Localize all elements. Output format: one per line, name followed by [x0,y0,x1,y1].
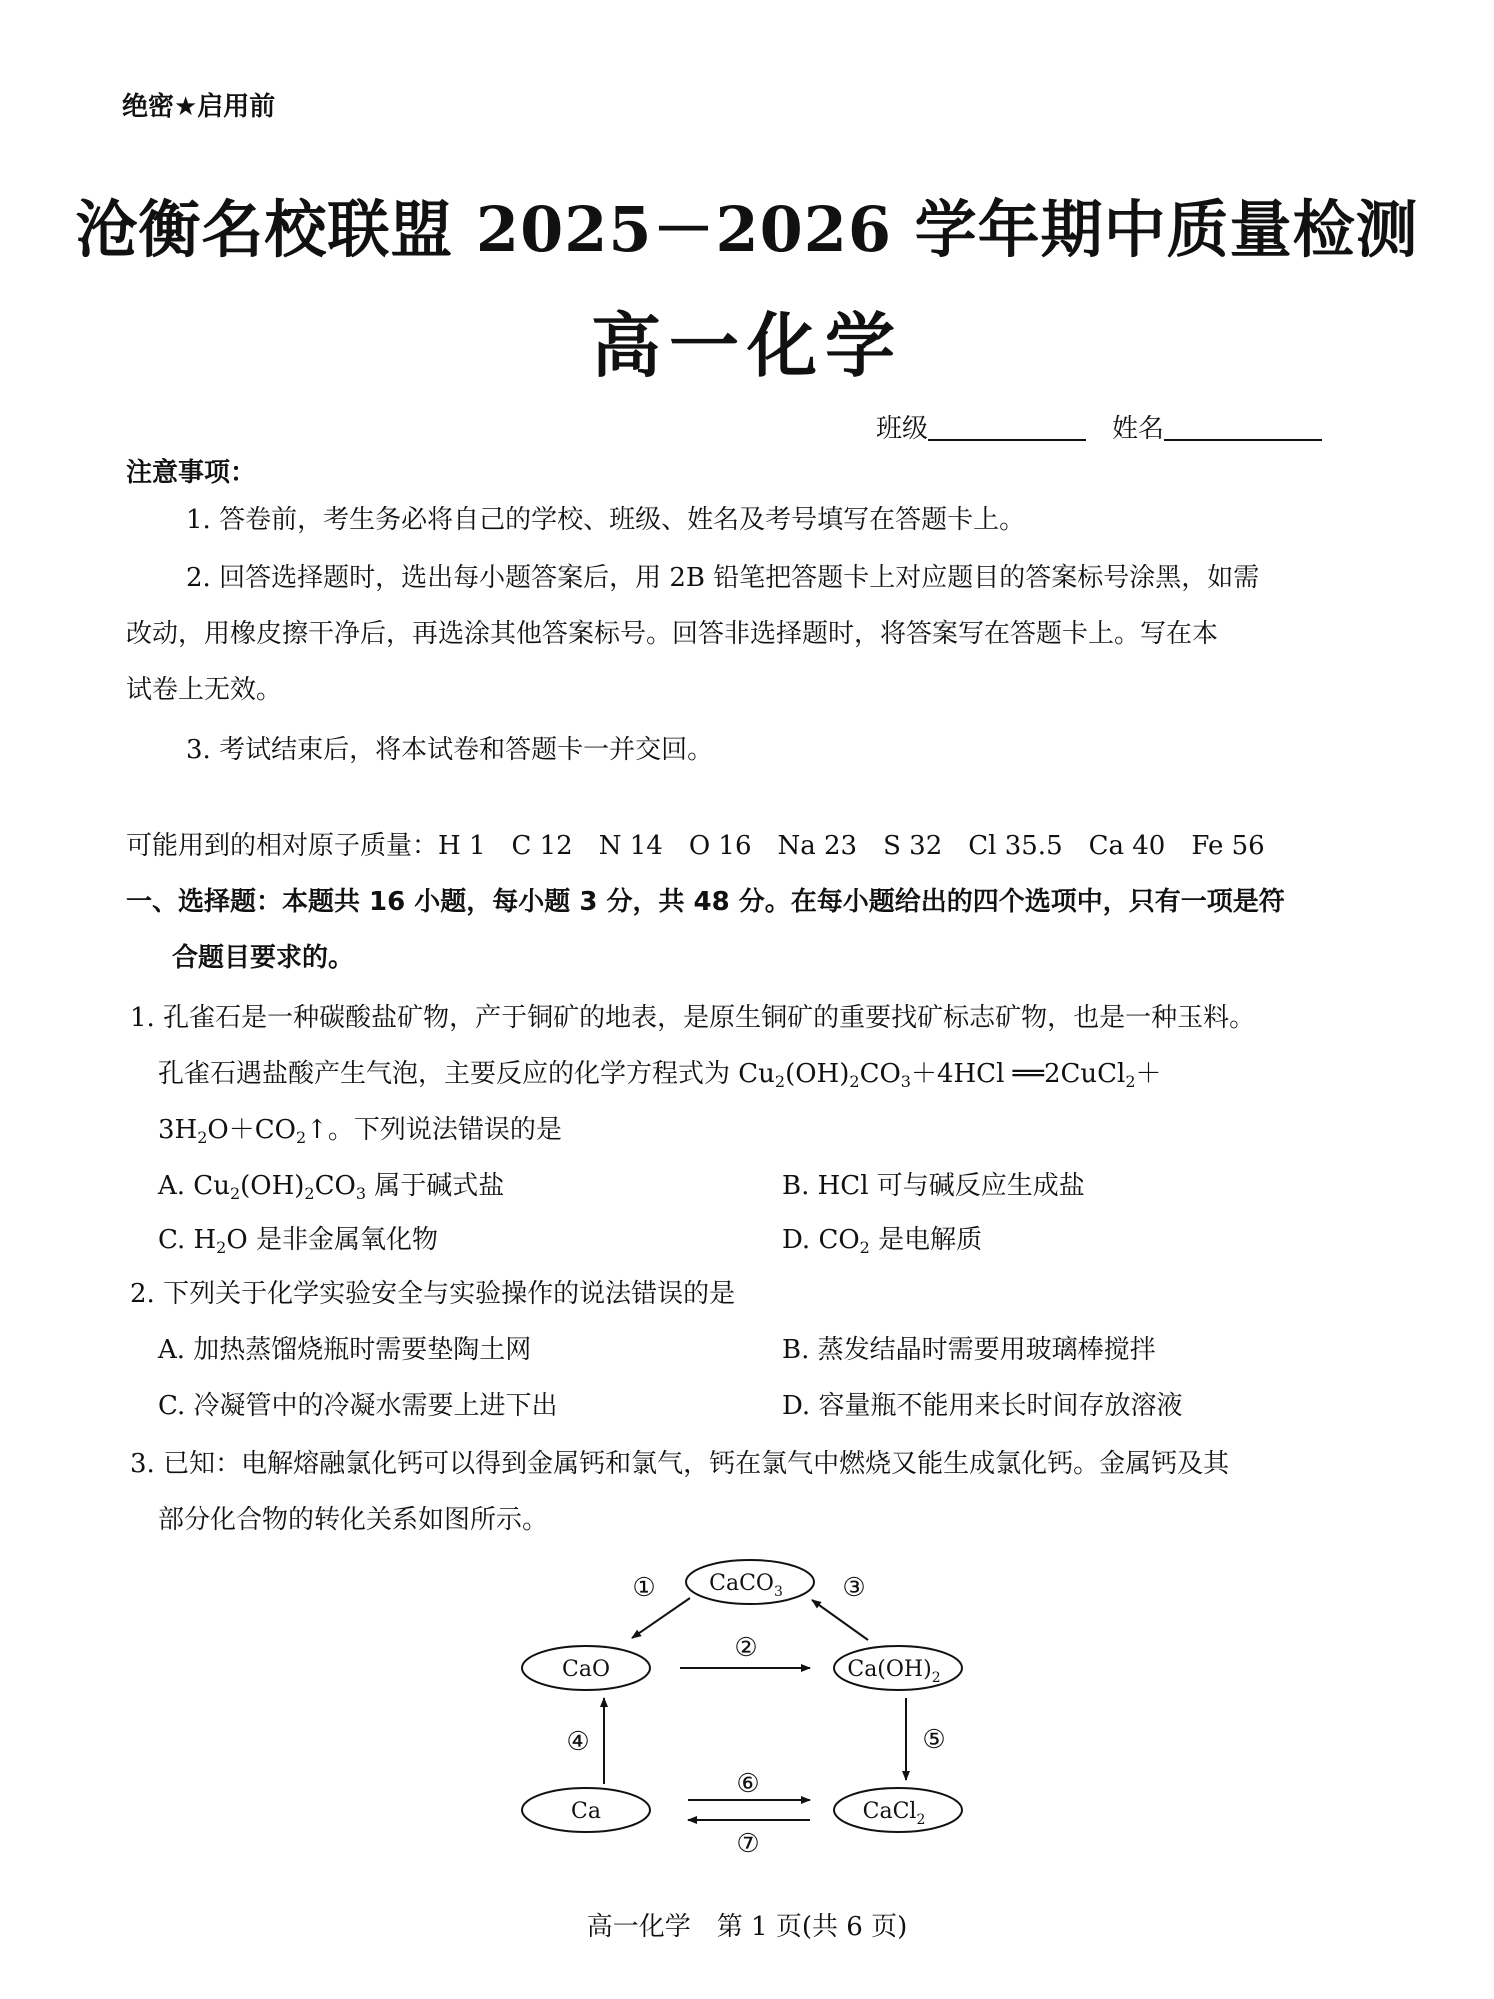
q1-stem-line-2: 孔雀石遇盐酸产生气泡，主要反应的化学方程式为 $Cu_2(OH)_2CO_3+4HCl$ ══2CuCl$_2$＋ [158,1059,1162,1091]
q2-option-c[interactable]: C. 冷凝管中的冷凝水需要上进下出 [158,1391,558,1421]
q2-option-b[interactable]: B. 蒸发结晶时需要用玻璃棒搅拌 [782,1335,1156,1365]
label-3: ③ [842,1573,866,1603]
q3-stem-line-1: 3. 已知：电解熔融氯化钙可以得到金属钙和氯气，钙在氯气中燃烧又能生成氯化钙。金属钙及其 [130,1449,1230,1479]
q1-stem-line-3: $3H_2O+CO_2↑$。下列说法错误的是 [158,1115,562,1147]
label-6: ⑥ [736,1769,760,1799]
label-7: ⑦ [736,1829,760,1859]
label-5: ⑤ [922,1725,946,1755]
q3-stem-line-2: 部分化合物的转化关系如图所示。 [158,1505,549,1535]
name-blank[interactable] [1164,413,1322,441]
arrow-3 [812,1600,868,1640]
arrow-1 [632,1598,690,1638]
q2-stem: 2. 下列关于化学实验安全与实验操作的说法错误的是 [130,1279,736,1309]
label-1: ① [632,1573,656,1603]
notice-item-2-line-1: 2. 回答选择题时，选出每小题答案后，用 2B 铅笔把答题卡上对应题目的答案标号涂黑，如需 [186,563,1260,593]
notice-item-2-line-3: 试卷上无效。 [126,675,283,705]
node-caoh2: $Ca(OH)_2$ [847,1657,941,1686]
name-label: 姓名 [1112,414,1165,444]
notice-heading: 注意事项： [126,458,257,488]
q1-option-c[interactable]: C. $H_2O$ 是非金属氧化物 [158,1225,438,1257]
node-cao: CaO [562,1657,610,1682]
q1-option-d[interactable]: D. $CO_2$ 是电解质 [782,1225,983,1257]
notice-item-1: 1. 答卷前，考生务必将自己的学校、班级、姓名及考号填写在答题卡上。 [186,505,1026,535]
confidential-mark: 绝密★启用前 [122,92,276,122]
q1-option-a[interactable]: A. $Cu_2(OH)_2CO_3$ 属于碱式盐 [158,1171,505,1203]
notice-item-2-line-2: 改动，用橡皮擦干净后，再选涂其他答案标号。回答非选择题时，将答案写在答题卡上。写在本 [126,619,1219,649]
q1-option-b[interactable]: B. HCl 可与碱反应生成盐 [782,1171,1085,1201]
label-4: ④ [566,1727,590,1757]
q1-stem-line-1: 1. 孔雀石是一种碳酸盐矿物，产于铜矿的地表，是原生铜矿的重要找矿标志矿物，也是一种玉料。 [130,1003,1256,1033]
atomic-masses: 可能用到的相对原子质量：H 1 C 12 N 14 O 16 Na 23 S 32 Cl 35.5 Ca 40 Fe 56 [126,831,1265,861]
calcium-conversion-diagram [520,1548,990,1878]
section-1-heading-cont: 合题目要求的。 [172,943,355,973]
exam-title: 沧衡名校联盟 2025－2026 学年期中质量检测 [75,193,1419,266]
q2-option-d[interactable]: D. 容量瓶不能用来长时间存放溶液 [782,1391,1183,1421]
node-ca: Ca [571,1799,601,1824]
subject-title: 高一化学 [591,304,903,387]
student-info [876,408,1322,445]
label-2: ② [734,1633,758,1663]
section-1-heading: 一、选择题：本题共 16 小题，每小题 3 分，共 48 分。在每小题给出的四个选项中，只有一项是符 [126,887,1285,917]
node-cacl2: CaCl$_2$ [862,1799,926,1828]
class-label: 班级 [876,414,929,444]
class-blank[interactable] [928,413,1086,441]
q2-option-a[interactable]: A. 加热蒸馏烧瓶时需要垫陶土网 [158,1335,532,1365]
notice-item-3: 3. 考试结束后，将本试卷和答题卡一并交回。 [186,735,714,765]
node-caco3: CaCO$_3$ [709,1571,783,1600]
page-footer: 高一化学 第 1 页(共 6 页) [586,1912,908,1942]
